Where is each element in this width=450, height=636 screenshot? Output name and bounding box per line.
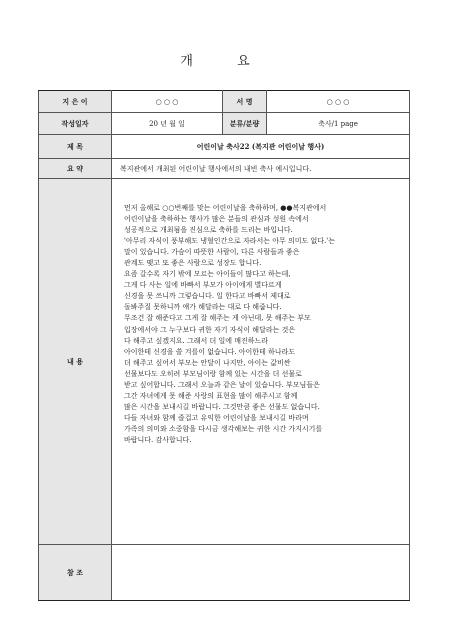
content-line: 성공적으로 개최됨을 진심으로 축하를 드리는 바입니다. (124, 226, 293, 235)
content-body (112, 179, 410, 545)
overview-form (38, 90, 410, 601)
writer-label: 지 은 이 (39, 91, 112, 113)
reference-label: 참 조 (39, 545, 112, 601)
content-line: 다들 자녀와 함께 즐겁고 유익한 어린이날을 보내시길 바라며 (124, 413, 309, 422)
content-line: 입장에서야 그 누구보다 귀한 자기 자식이 해달라는 것은 (124, 325, 296, 334)
writer-row (39, 91, 410, 113)
content-line: 바랍니다. 감사합니다. (124, 435, 192, 444)
content-line: 무조건 잘 해준다고 그게 잘 해주는 게 아닌데, 못 해주는 부모 (124, 314, 311, 323)
content-line: 다 해주고 싶겠지요. 그래서 더 일에 매진하느라 (124, 336, 269, 345)
subject-row (39, 135, 410, 159)
category-value: 축사/1 page (267, 113, 410, 135)
content-line: 먼저 올해로 ○○번째를 맞는 어린이날을 축하하며, ●●복지관에서 (124, 204, 327, 212)
reference-row (39, 545, 410, 601)
document-title: 개 요 (180, 54, 270, 69)
subject-value: 어린이날 축사22 (복지관 어린이날 행사) (112, 135, 410, 159)
signature-value: ○ ○ ○ (267, 91, 410, 113)
writer-value: ○ ○ ○ (112, 91, 223, 113)
content-line: 말이 있습니다. 가슴이 따뜻한 사람이, 다른 사람들과 좋은 (124, 248, 300, 257)
signature-label: 서 명 (223, 91, 267, 113)
content-line: 돌봐주질 못하니까 얘가 해달라는 대로 다 해줍니다. (124, 303, 282, 312)
content-label: 내 용 (39, 179, 112, 545)
content-line: 그게 다 사는 일에 바빠서 부모가 아이에게 별다르게 (124, 281, 282, 290)
content-line: '아무리 자식이 풍부해도 냉혈인간으로 자라서는 아무 의미도 없다.'는 (124, 237, 335, 246)
content-line: 많은 시간을 보내시길 바랍니다. 그것만큼 좋은 선물도 없습니다. (124, 402, 320, 411)
summary-row (39, 159, 410, 179)
content-line: 그간 자녀에게 못 해준 사랑의 표현을 많이 해주시고 함께 (124, 391, 298, 400)
date-label: 작성일자 (39, 113, 112, 135)
content-row (39, 179, 410, 545)
date-value: 20 년 월 일 (112, 113, 223, 135)
subject-label: 제 목 (39, 135, 112, 159)
content-line: 가족의 의미와 소중함을 다시금 생각해보는 귀한 시간 가지시기를 (124, 424, 323, 433)
summary-label: 요 약 (39, 159, 112, 179)
content-line: 받고 싶어합니다. 그래서 오늘과 같은 날이 있습니다. 부모님들은 (124, 380, 320, 389)
date-row (39, 113, 410, 135)
content-line: 선물보다도 오히려 부모님이랑 함께 있는 시간을 더 선물로 (124, 369, 302, 378)
content-line: 더 해주고 싶어서 부모는 안달이 나지만, 아이는 값비싼 (124, 358, 291, 367)
content-line: 요즘 갈수록 자기 밖에 모르는 아이들이 많다고 하는데, (124, 270, 291, 279)
reference-value (112, 545, 410, 601)
content-line: 신경을 못 쓰니까 그렇습니다. 일 한다고 바빠서 제대로 (124, 292, 291, 301)
content-line: 어린이날을 축하하는 행사가 많은 분들의 관심과 성원 속에서 (124, 215, 309, 224)
content-line: 아이한테 신경을 쓸 겨를이 없습니다. 아이한테 하나라도 (124, 347, 296, 356)
content-line: 관계도 맺고 또 좋은 사람으로 성장도 합니다. (124, 259, 262, 268)
summary-value: 복지관에서 개최된 어린이날 행사에서의 내빈 축사 예시입니다. (112, 159, 410, 179)
category-label: 분류/분량 (223, 113, 267, 135)
